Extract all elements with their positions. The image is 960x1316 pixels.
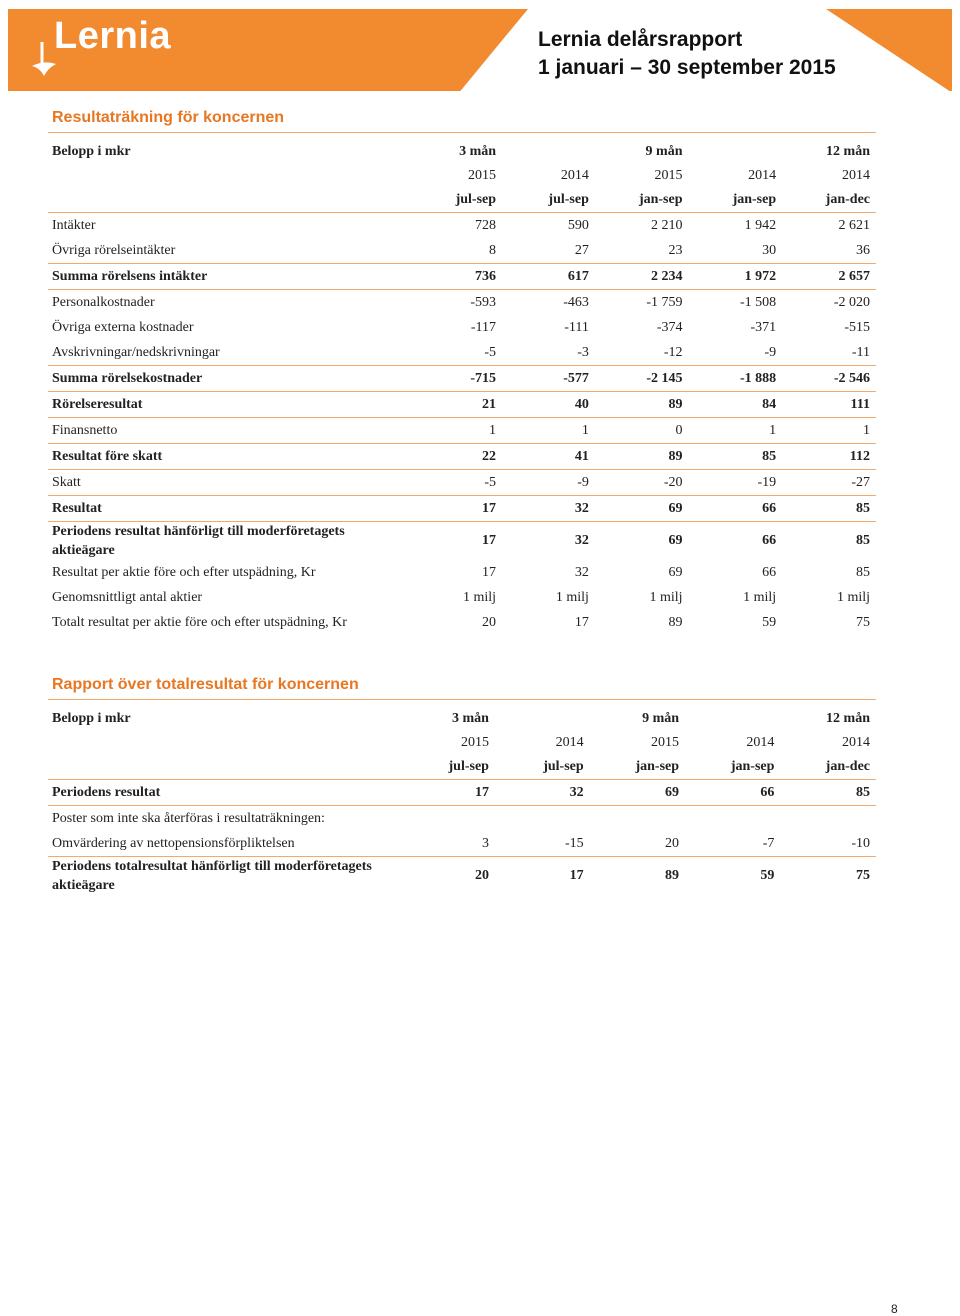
table-row [48,610,876,635]
cell-value: 41 [502,444,595,470]
row-label: Summa rörelsekostnader [48,366,409,392]
cell-value: -27 [782,470,876,496]
cell-value: -371 [750,319,777,335]
table-header-years [48,731,876,755]
cell-value: 2 657 [782,264,876,290]
cell-value: 32 [574,533,589,548]
row-label: Periodens totalresultat hänförligt till moderföretagets aktieägare [52,859,372,893]
header-range: jan-dec [780,755,876,780]
table-row [48,831,876,857]
table-row [48,340,876,366]
cell-value: 32 [574,564,589,580]
cell-value: 736 [409,264,502,290]
header-period-12m: 12 mån [826,711,870,726]
row-label: Finansnetto [48,418,409,444]
cell-value: -20 [595,470,689,496]
cell-value: 66 [685,780,780,806]
row-label: Resultat före skatt [48,444,409,470]
cell-value: 36 [782,238,876,264]
table-row-subtotal [48,264,876,290]
header-period-9m: 9 mån [645,144,683,159]
cell-value: -3 [502,340,595,366]
cell-value: 3 [400,831,495,857]
cell-value: -12 [595,340,689,366]
cell-value: -19 [689,470,783,496]
cell-value: -5 [409,470,502,496]
cell-value: 66 [689,496,783,522]
cell-value: -9 [502,470,595,496]
table-row [48,585,876,610]
cell-value: 32 [502,496,595,522]
row-label: Övriga rörelseintäkter [48,238,409,264]
table-row-total [48,780,876,806]
cell-value: 89 [668,614,683,630]
cell-value: 8 [409,238,502,264]
cell-value: 85 [856,564,870,580]
header-range: jan-sep [685,755,780,780]
cell-value: 59 [762,614,777,630]
cell-value: -577 [502,366,595,392]
row-label: Rörelseresultat [48,392,409,418]
cell-value: 17 [574,614,589,630]
cell-value: 17 [482,564,497,580]
cell-value: 75 [856,614,870,630]
cell-value: -374 [656,319,683,335]
cell-value: 1 milj [555,589,589,605]
cell-value: 66 [762,533,777,548]
header-year: 2015 [468,168,497,183]
row-label: Skatt [48,470,409,496]
cell-value: 21 [409,392,502,418]
row-label: Poster som inte ska återföras i resultaträkningen: [52,810,325,826]
cell-value: 20 [590,831,685,857]
header-range: jan-sep [590,755,685,780]
cell-value: 0 [595,418,689,444]
header-label: Belopp i mkr [52,711,131,726]
cell-value: 2 234 [595,264,689,290]
table-header-row [48,140,876,164]
cell-value: 85 [689,444,783,470]
cell-value: 69 [668,533,683,548]
cell-value: 89 [595,444,689,470]
table-row [48,315,876,340]
row-label: Personalkostnader [52,294,155,310]
header-year: 2014 [555,735,584,750]
section-rule [48,132,876,133]
cell-value: 32 [495,780,590,806]
comprehensive-income-title: Rapport över totalresultat för koncernen [52,676,359,693]
header-year: 2014 [746,735,775,750]
table-row-subtotal [48,444,876,470]
cell-value: 590 [567,217,589,233]
cell-value: 22 [409,444,502,470]
row-label: Summa rörelsens intäkter [48,264,409,290]
table-row [48,290,876,316]
cell-value: 69 [590,780,685,806]
header-year: 2015 [651,735,680,750]
table-row-attributable [48,522,876,561]
table-row-subtotal [48,366,876,392]
row-label: Avskrivningar/nedskrivningar [48,340,409,366]
table-header-ranges [48,755,876,780]
cell-value: -1 508 [739,294,777,310]
cell-value: 89 [595,392,689,418]
cell-value: 2 210 [651,217,683,233]
cell-value: 59 [760,868,775,883]
cell-value: -9 [689,340,783,366]
cell-value: 30 [689,238,783,264]
header-period-3m: 3 mån [452,711,489,726]
cell-value: 20 [474,868,489,883]
cell-value: 1 942 [744,217,777,233]
row-label: Resultat per aktie före och efter utspädning, Kr [52,564,316,580]
table-row [48,806,876,832]
cell-value: 1 milj [743,589,777,605]
cell-value: 75 [856,868,870,883]
cell-value: -715 [409,366,502,392]
cell-value: -10 [780,831,876,857]
header-year: 2014 [842,168,870,183]
cell-value: 1 [689,418,783,444]
table-row-subtotal [48,392,876,418]
cell-value: -7 [685,831,780,857]
table-header-row [48,707,876,731]
cell-value: 69 [595,496,689,522]
table-row-attributable [48,857,876,896]
header-label: Belopp i mkr [52,144,131,159]
cell-value: 1 [409,418,502,444]
report-title-line2: 1 januari – 30 september 2015 [538,56,836,79]
table-row [48,560,876,585]
table-row [48,418,876,444]
header-range: jul-sep [502,188,595,213]
header-range: jan-sep [595,188,689,213]
cell-value: 17 [409,496,502,522]
cell-value: 84 [689,392,783,418]
header-year: 2014 [560,168,589,183]
cell-value: 1 milj [836,589,870,605]
cell-value: -463 [563,294,589,310]
page-number: 8 [891,1302,898,1316]
cell-value: 1 milj [462,589,497,605]
cell-value: 27 [502,238,595,264]
header-period-3m: 3 mån [459,144,497,159]
cell-value: -2 546 [782,366,876,392]
header-year: 2014 [748,168,777,183]
row-label: Resultat [48,496,409,522]
row-label: Genomsnittligt antal aktier [52,589,203,605]
cell-value: -111 [564,319,589,335]
cell-value: -1 888 [689,366,783,392]
cell-value: 1 [782,418,876,444]
table-row [48,238,876,264]
cell-value: 111 [782,392,876,418]
comprehensive-income-table [48,707,876,895]
cell-value: 17 [482,533,497,548]
header-banner-corner [826,9,952,91]
header-range: jan-sep [689,188,783,213]
table-row [48,213,876,239]
cell-value: 1 972 [689,264,783,290]
table-header-years [48,164,876,188]
cell-value: -593 [470,294,497,310]
cell-value: -2 145 [595,366,689,392]
cell-value: 1 milj [649,589,683,605]
header-year: 2014 [842,735,870,750]
cell-value: 20 [482,614,497,630]
header-year: 2015 [654,168,683,183]
cell-value: 112 [782,444,876,470]
cell-value: 40 [502,392,595,418]
report-title-line1: Lernia delårsrapport [538,28,743,51]
section-rule [48,699,876,700]
brand-logo-text: Lernia [54,15,172,57]
row-label: Periodens resultat hänförligt till moderföretagets aktieägare [52,524,345,558]
cell-value: -2 020 [833,294,870,310]
row-label: Intäkter [52,217,96,233]
header-period-12m: 12 mån [826,144,870,159]
cell-value: -515 [844,319,870,335]
cell-value: -117 [470,319,497,335]
report-title [538,26,836,82]
cell-value: 17 [400,780,495,806]
header-range: jan-dec [782,188,876,213]
row-label: Periodens resultat [48,780,400,806]
income-statement-table [48,140,876,635]
cell-value: 1 [502,418,595,444]
header-range: jul-sep [495,755,590,780]
cell-value: 89 [665,868,680,883]
table-header-ranges [48,188,876,213]
header-range: jul-sep [409,188,502,213]
cell-value: 728 [475,217,497,233]
row-label: Övriga externa kostnader [52,319,194,335]
row-label: Omvärdering av nettopensionsförpliktelsen [48,831,400,857]
cell-value: -1 759 [646,294,683,310]
header-range: jul-sep [400,755,495,780]
cell-value: 2 621 [838,217,870,233]
cell-value: 85 [780,780,876,806]
cell-value: 85 [856,533,870,548]
cell-value: 85 [782,496,876,522]
cell-value: -11 [782,340,876,366]
cell-value: -5 [409,340,502,366]
cell-value: 17 [569,868,584,883]
table-row-total [48,496,876,522]
header-year: 2015 [460,735,489,750]
income-statement-title: Resultaträkning för koncernen [52,109,285,126]
cell-value: -15 [495,831,590,857]
cell-value: 617 [502,264,595,290]
row-label: Totalt resultat per aktie före och efter utspädning, Kr [52,614,347,630]
cell-value: 23 [595,238,689,264]
header-period-9m: 9 mån [642,711,680,726]
cell-value: 69 [668,564,683,580]
cell-value: 66 [762,564,777,580]
table-row [48,470,876,496]
